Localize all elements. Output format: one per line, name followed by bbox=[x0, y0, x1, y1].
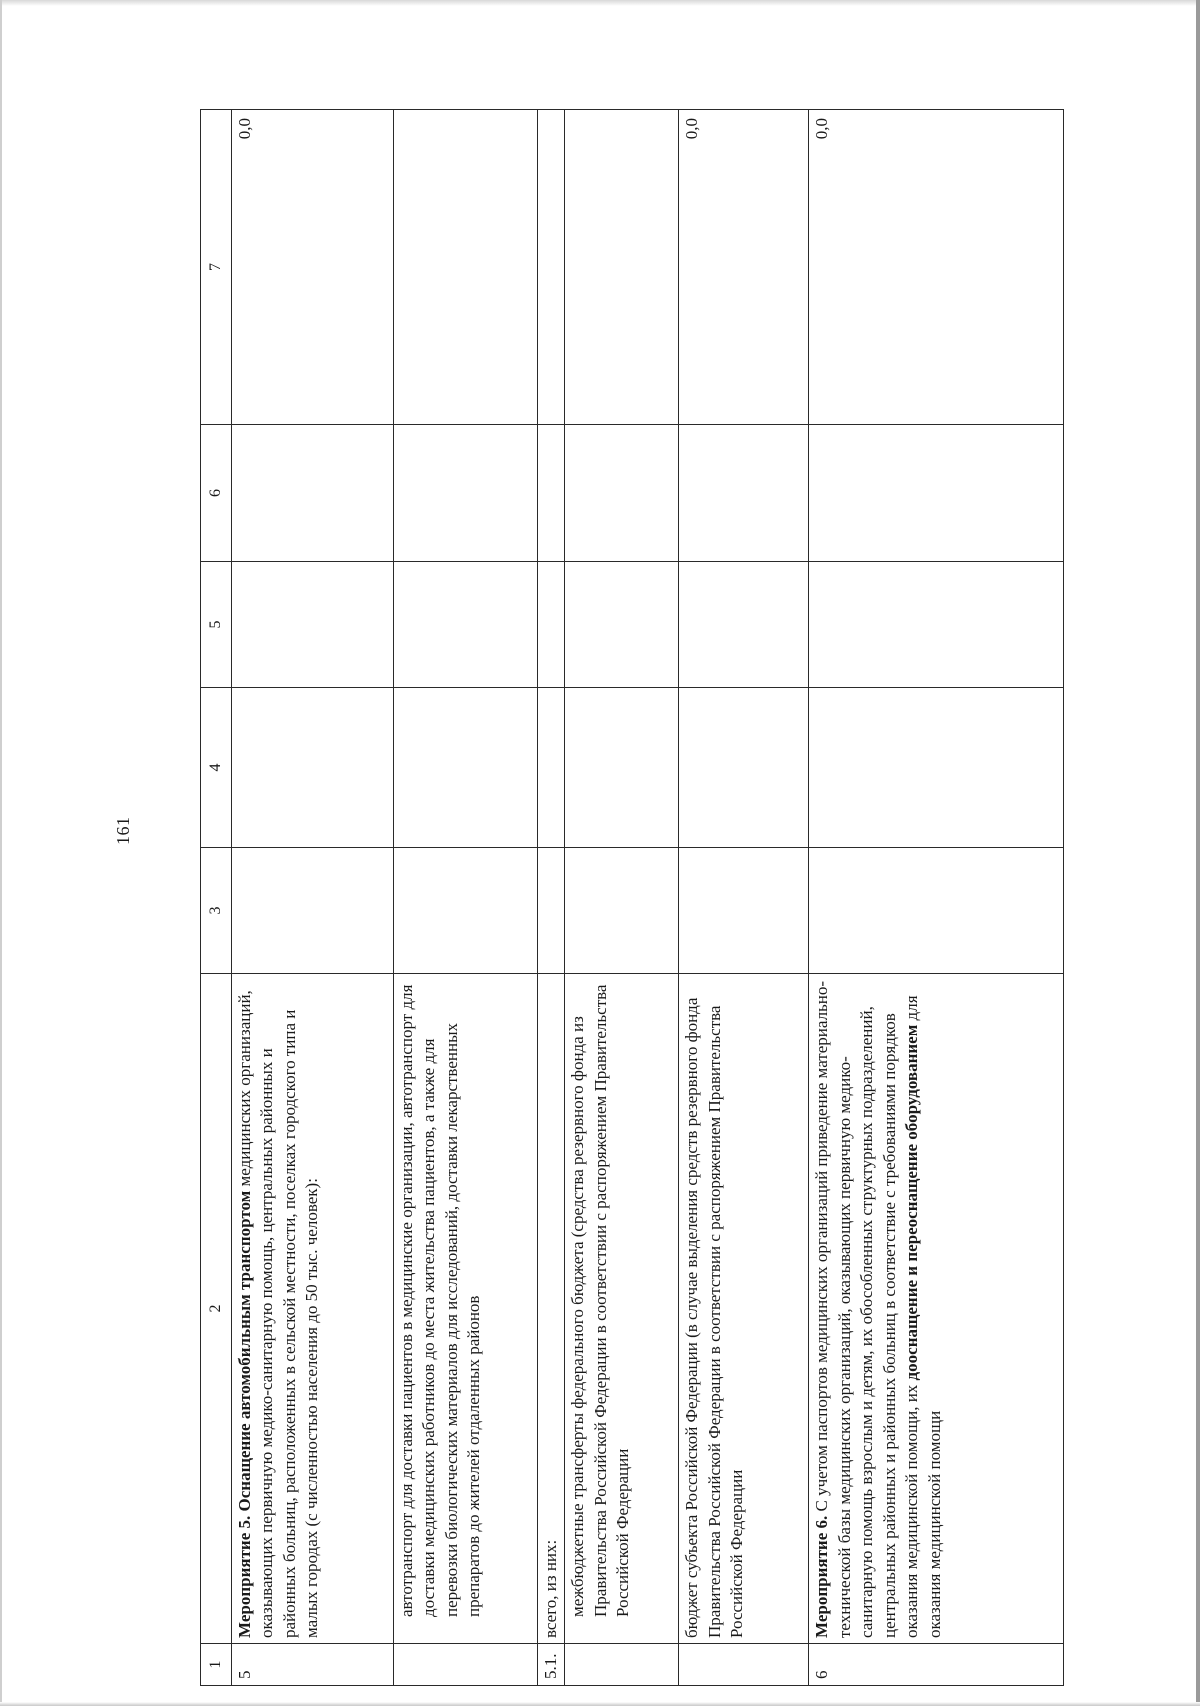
cell-col5 bbox=[679, 562, 809, 688]
measure-text: медицинских организаций, оказывающих первичную медико-санитарную помощь, центральных районных и районных больниц, расположенных в сельской местности, поселках городского типа и малых городах (с численностью населения до 50 тыс. человек): bbox=[235, 990, 322, 1638]
table-container bbox=[200, 110, 1064, 1686]
scan-edge-left bbox=[0, 0, 2, 1706]
cell-col3 bbox=[679, 848, 809, 974]
cell-col4 bbox=[565, 688, 679, 848]
cell-col4 bbox=[679, 688, 809, 848]
row-description: бюджет субъекта Российской Федерации (в случае выделения средств резервного фонда Правительства Российской Федерации в соответствии с распоряжением Правительства Российской Федерации bbox=[679, 974, 809, 1644]
measure-title: Мероприятие 5. Оснащение автомобильным транспортом bbox=[235, 1190, 254, 1638]
page-number: 161 bbox=[113, 816, 133, 845]
cell-col7 bbox=[394, 110, 538, 425]
cell-col5 bbox=[394, 562, 538, 688]
cell-col6 bbox=[538, 425, 565, 562]
row-number: 6 bbox=[809, 1644, 1064, 1686]
scan-edge-right bbox=[1196, 0, 1200, 1706]
scan-edge-bottom bbox=[0, 1702, 1200, 1706]
cell-col3 bbox=[232, 848, 394, 974]
funding-table bbox=[200, 109, 1064, 1686]
row-number: 5 bbox=[232, 1644, 394, 1686]
header-cell-3: 3 bbox=[201, 848, 232, 974]
cell-col7 bbox=[565, 110, 679, 425]
table-row bbox=[679, 110, 809, 1686]
table-row bbox=[394, 110, 538, 1686]
cell-col6 bbox=[232, 425, 394, 562]
header-cell-4: 4 bbox=[201, 688, 232, 848]
cell-col6 bbox=[679, 425, 809, 562]
cell-col3 bbox=[394, 848, 538, 974]
table-row bbox=[538, 110, 565, 1686]
cell-col5 bbox=[809, 562, 1064, 688]
header-cell-7: 7 bbox=[201, 110, 232, 425]
cell-col3 bbox=[565, 848, 679, 974]
cell-col3 bbox=[538, 848, 565, 974]
cell-col7: 0,0 bbox=[809, 110, 1064, 425]
cell-col7 bbox=[538, 110, 565, 425]
cell-col4 bbox=[394, 688, 538, 848]
cell-col5 bbox=[232, 562, 394, 688]
cell-col4 bbox=[232, 688, 394, 848]
header-cell-5: 5 bbox=[201, 562, 232, 688]
row-description: всего, из них: bbox=[538, 974, 565, 1644]
cell-col6 bbox=[809, 425, 1064, 562]
header-cell-6: 6 bbox=[201, 425, 232, 562]
row-number bbox=[565, 1644, 679, 1686]
table-header-row bbox=[201, 110, 232, 1686]
measure-emphasis: дооснащение и переоснащение оборудованием bbox=[902, 1024, 922, 1381]
cell-col7: 0,0 bbox=[679, 110, 809, 425]
row-description: автотранспорт для доставки пациентов в медицинские организации, автотранспорт для доставки медицинских работников до места жительства пациентов, а также для перевозки биологических материалов для исследований, доставки лекарственных препаратов до жителей отдаленных районов bbox=[394, 974, 538, 1644]
measure-text: С учетом паспортов медицинских организаций приведение материально-технической базы медицинских организаций, оказывающих первичную медико-санитарную помощь взрослым и детям, их обособленных структурных подразделений, центральных районных и районных больниц в соответствие с требованиями порядков оказания медицинской помощи, их bbox=[812, 980, 922, 1638]
cell-col5 bbox=[538, 562, 565, 688]
row-description: межбюджетные трансферты федерального бюджета (средства резервного фонда из Правительства Российской Федерации в соответствии с распоряжением Правительства Российской Федерации bbox=[565, 974, 679, 1644]
measure-title: Мероприятие 6. bbox=[812, 1515, 832, 1638]
measure-text-end: для оказания медицинской помощи bbox=[902, 995, 944, 1638]
cell-col3 bbox=[809, 848, 1064, 974]
row-number: 5.1. bbox=[538, 1644, 565, 1686]
table-row bbox=[565, 110, 679, 1686]
header-cell-2: 2 bbox=[201, 974, 232, 1644]
cell-col6 bbox=[394, 425, 538, 562]
cell-col6 bbox=[565, 425, 679, 562]
cell-col4 bbox=[809, 688, 1064, 848]
header-cell-1: 1 bbox=[201, 1644, 232, 1686]
cell-col4 bbox=[538, 688, 565, 848]
cell-col7: 0,0 bbox=[232, 110, 394, 425]
row-description bbox=[809, 974, 1064, 1644]
cell-col5 bbox=[565, 562, 679, 688]
table-row bbox=[809, 110, 1064, 1686]
row-description bbox=[232, 974, 394, 1644]
scan-edge-top bbox=[0, 0, 1200, 6]
table-row bbox=[232, 110, 394, 1686]
row-number bbox=[394, 1644, 538, 1686]
row-number bbox=[679, 1644, 809, 1686]
